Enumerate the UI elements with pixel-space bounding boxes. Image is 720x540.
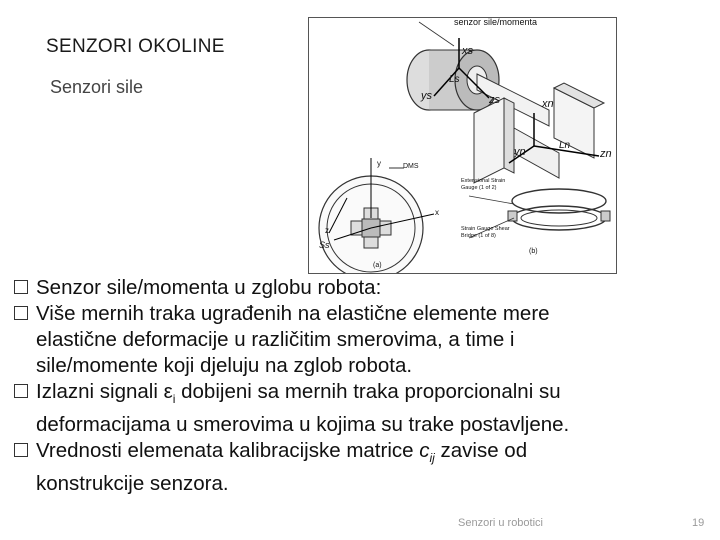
page-number: 19 [692, 517, 705, 529]
footer-text: Senzori u robotici [458, 517, 543, 529]
matrix-symbol: c [419, 439, 430, 463]
label-extensional-gauge: Extensional Strain Gauge (1 of 2) [461, 178, 506, 191]
bullet-item [14, 379, 704, 438]
label-ln: Ln [559, 140, 571, 151]
bullet-text-line: elastične deformacije u različitim smerovima, a time i [36, 328, 515, 351]
axis-label-x: x [435, 208, 439, 217]
epsilon-subscript: i [172, 392, 176, 407]
bullet-item [14, 275, 704, 301]
bullet-text-line: konstrukcije senzora. [36, 472, 229, 496]
label-a: (a) [373, 262, 382, 269]
axis-label-z: z [325, 226, 329, 235]
bullet-item [14, 301, 704, 379]
bullet-text-line: Više mernih traka ugrađenih na elastične elemente mere [36, 302, 550, 325]
bullet-text: Vrednosti elemenata kalibracijske matrice [36, 439, 420, 463]
axis-label-ys: ys [421, 90, 432, 102]
bullet-box-icon [14, 306, 28, 320]
bullet-text-line: deformacijama u smerovima u kojima su trake postavljene. [36, 413, 570, 437]
label-b: (b) [529, 248, 538, 255]
slide-subtitle: Senzori sile [50, 77, 144, 97]
axis-label-zs: zs [489, 94, 500, 106]
axis-label-xn: xn [542, 98, 554, 110]
bullet-text: zavise od [434, 439, 528, 463]
label-ls: Ls [449, 74, 460, 85]
axis-label-y: y [377, 159, 381, 168]
bullet-text: Izlazni signali [36, 380, 164, 403]
matrix-subscript: ij [429, 451, 435, 466]
slide-title: SENZORI OKOLINE [46, 36, 225, 57]
label-ss: Ss [319, 240, 330, 250]
bullet-item [14, 438, 704, 497]
bullet-text: dobijeni sa mernih traka proporcionalni su [175, 380, 561, 403]
figure-label-sensor: senzor sile/momenta [454, 17, 538, 27]
axis-label-xs: xs [462, 45, 473, 57]
label-shear-gauge: Strain Gauge Shear Bridge (1 of 8) [461, 226, 510, 239]
bullet-text-line: sile/momente koji djeluju na zglob robota. [36, 354, 413, 377]
bullet-text: Senzor sile/momenta u zglobu robota: [36, 276, 382, 299]
axis-label-yn: yn [514, 146, 526, 158]
bullet-box-icon [14, 443, 28, 457]
axis-label-zn: zn [600, 148, 612, 160]
label-dms: DMS [403, 163, 419, 170]
bullet-box-icon [14, 280, 28, 294]
force-torque-sensor-figure [308, 17, 617, 274]
bullet-list [14, 275, 704, 497]
epsilon-symbol: ε [163, 380, 173, 403]
bullet-box-icon [14, 384, 28, 398]
